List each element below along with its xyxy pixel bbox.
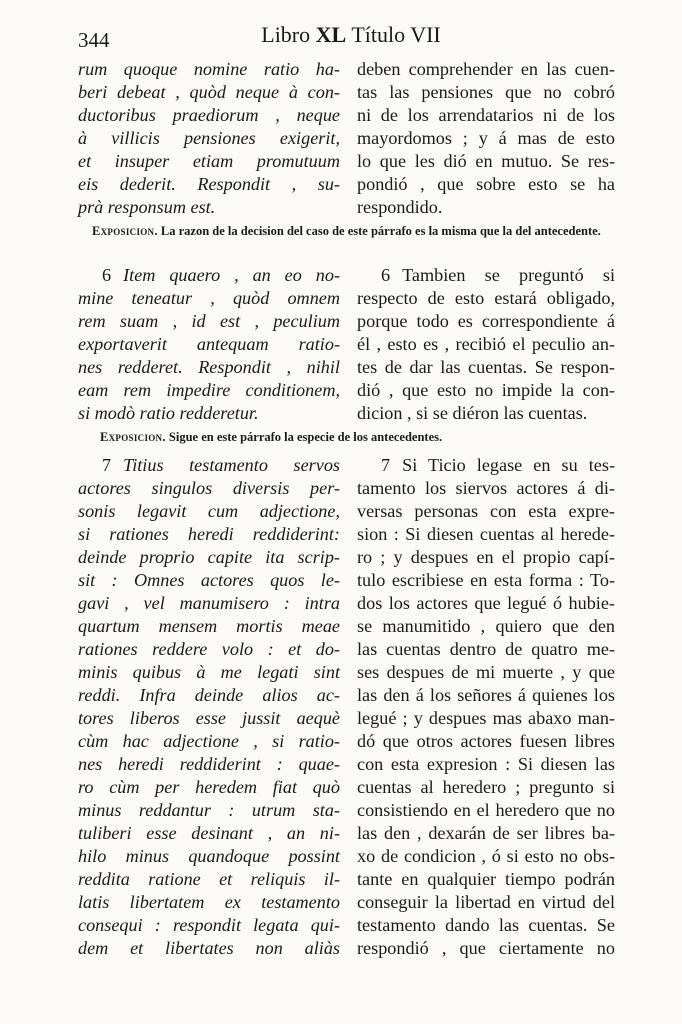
latin-line: tores liberos esse jussit aequè: [78, 708, 340, 728]
latin-line: nes heredi reddiderint : quae-: [78, 754, 340, 774]
spanish-line: ses despues de mi muerte , y que: [357, 662, 615, 682]
latin-line: tuliberi esse desinant , an ni-: [78, 823, 340, 843]
latin-line: latis libertatem ex testamento: [78, 892, 340, 912]
running-head: [0, 22, 682, 48]
latin-line: consequi : respondit legata qui-: [78, 915, 340, 935]
latin-line: si modò ratio redderetur.: [78, 403, 259, 423]
latin-line: deinde proprio capite ita scrip-: [78, 547, 340, 567]
spanish-line: tulo escribiese en esta forma : To-: [357, 570, 615, 590]
latin-column-section6: [78, 264, 340, 425]
spanish-line: ni de los arrendatarios ni de los: [357, 105, 615, 125]
spanish-line: respondió , que ciertamente no: [357, 938, 615, 958]
spanish-line: versas personas con esta expre-: [357, 501, 615, 521]
latin-line: gavi , vel manumisero : intra: [78, 593, 340, 613]
latin-line: reddita ratione et reliquis il-: [78, 869, 340, 889]
latin-line: reddi. Infra deinde alios ac-: [78, 685, 340, 705]
latin-line-text: Item quaero , an eo no-: [123, 265, 340, 285]
latin-line: [78, 264, 340, 287]
spanish-line: él , esto es , recibió el peculio an-: [357, 334, 615, 354]
latin-line: quartum mensem mortis meae: [78, 616, 340, 636]
spanish-line: testamento dando las cuentas. Se: [357, 915, 615, 935]
spanish-line-text: Si Ticio legase en su tes-: [402, 455, 615, 475]
latin-line: sit : Omnes actores quos le-: [78, 570, 340, 590]
exposicion-text: La razon de la decision del caso de este párrafo es la misma que la del antecedente.: [160, 224, 601, 238]
spanish-column-block1: [357, 58, 615, 219]
latin-line: rationes reddere volo : et do-: [78, 639, 340, 659]
spanish-line: dó que otros actores fuesen libres: [357, 731, 615, 751]
spanish-line: cuentas al heredero ; pregunto si: [357, 777, 615, 797]
latin-line: exportaverit antequam ratio-: [78, 334, 340, 354]
exposicion-label: Exposicion.: [92, 224, 158, 238]
section-number: 7: [102, 455, 112, 475]
exposicion-text: Sigue en este párrafo la especie de los antecedentes.: [168, 430, 443, 444]
running-head-libro-number: XL: [315, 22, 347, 47]
latin-line: cùm hac adjectione , si ratio-: [78, 731, 340, 751]
latin-line: nes redderet. Respondit , nihil: [78, 357, 340, 377]
running-head-libro: Libro: [261, 22, 311, 47]
spanish-line: lo que les dió en mutuo. Se res-: [357, 151, 615, 171]
latin-line: et insuper etiam promutuum: [78, 151, 340, 171]
spanish-line: porque todo es correspondiente á: [357, 311, 615, 331]
spanish-line: tes de dar las cuentas. Se respon-: [357, 357, 615, 377]
spanish-line: dicion , si se diéron las cuentas.: [357, 403, 588, 423]
spanish-line-text: Tambien se preguntó si: [402, 265, 615, 285]
spanish-line: respecto de esto estará obligado,: [357, 288, 615, 308]
spanish-line: tamento los siervos actores á di-: [357, 478, 615, 498]
spanish-line: sion : Si diesen cuentas al herede-: [357, 524, 615, 544]
spanish-line: las cuentas dentro de quatro me-: [357, 639, 615, 659]
section-number: 6: [102, 265, 112, 285]
spanish-line: las den á los señores á quienes los: [357, 685, 615, 705]
latin-line: rem suam , id est , peculium: [78, 311, 340, 331]
latin-line: minis quibus à me legati sint: [78, 662, 340, 682]
spanish-line: consistiendo en el heredero que no: [357, 800, 615, 820]
latin-line: rum quoque nomine ratio ha-: [78, 59, 340, 79]
latin-line: eis dederit. Respondit , su-: [78, 174, 340, 194]
latin-line: mine teneatur , quòd omnem: [78, 288, 340, 308]
spanish-line: [357, 264, 615, 287]
latin-line: minus reddantur : utrum sta-: [78, 800, 340, 820]
latin-line-text: Titius testamento servos: [123, 455, 340, 475]
spanish-column-section7: [357, 454, 615, 960]
spanish-line: dió , que esto no impide la con-: [357, 380, 615, 400]
spanish-line: las den , dexarán de ser libres ba-: [357, 823, 615, 843]
latin-line: ductoribus praediorum , neque: [78, 105, 340, 125]
section-number: 6: [381, 265, 391, 285]
latin-line: à villicis pensiones exigerit,: [78, 128, 340, 148]
spanish-line: con esta expresion : Si diesen las: [357, 754, 615, 774]
running-head-titulo: Título VII: [351, 22, 441, 47]
spanish-line: legué ; y despues mas abaxo man-: [357, 708, 615, 728]
latin-line: sonis legavit cum adjectione,: [78, 501, 340, 521]
latin-column-section7: [78, 454, 340, 960]
spanish-line: mayordomos ; y á mas de esto: [357, 128, 615, 148]
section-number: 7: [381, 455, 391, 475]
latin-line: beri debeat , quòd neque à con-: [78, 82, 340, 102]
latin-line: ro cùm per heredem fiat quò: [78, 777, 340, 797]
latin-line: actores singulos diversis per-: [78, 478, 340, 498]
latin-line: si rationes heredi reddiderint:: [78, 524, 340, 544]
spanish-line: xo de condicion , ó si esto no obs-: [357, 846, 615, 866]
latin-column-block1: [78, 58, 340, 219]
spanish-line: conseguir la libertad en virtud del: [357, 892, 615, 912]
latin-line: dem et libertates non aliàs: [78, 938, 340, 958]
spanish-line: tas las pensiones que no cobró: [357, 82, 615, 102]
spanish-line: tante en qualquier tiempo podrán: [357, 869, 615, 889]
exposicion-label: Exposicion.: [100, 430, 166, 444]
latin-line: prà responsum est.: [78, 197, 216, 217]
spanish-line: dos los actores que legué ó hubie-: [357, 593, 615, 613]
exposicion-note-2: [100, 428, 626, 446]
page-number: 344: [78, 28, 110, 52]
latin-line: [78, 454, 340, 477]
spanish-column-section6: [357, 264, 615, 425]
spanish-line: [357, 454, 615, 477]
spanish-line: ro ; y despues en el propio capí-: [357, 547, 615, 567]
spanish-line: respondido.: [357, 197, 443, 217]
latin-line: eam rem impedire conditionem,: [78, 380, 340, 400]
spanish-line: deben comprehender en las cuen-: [357, 59, 615, 79]
exposicion-note-1: [92, 222, 618, 240]
spanish-line: pondió , que sobre esto se ha: [357, 174, 615, 194]
spanish-line: se manumitido , quiero que den: [357, 616, 615, 636]
latin-line: hilo minus quandoque possint: [78, 846, 340, 866]
